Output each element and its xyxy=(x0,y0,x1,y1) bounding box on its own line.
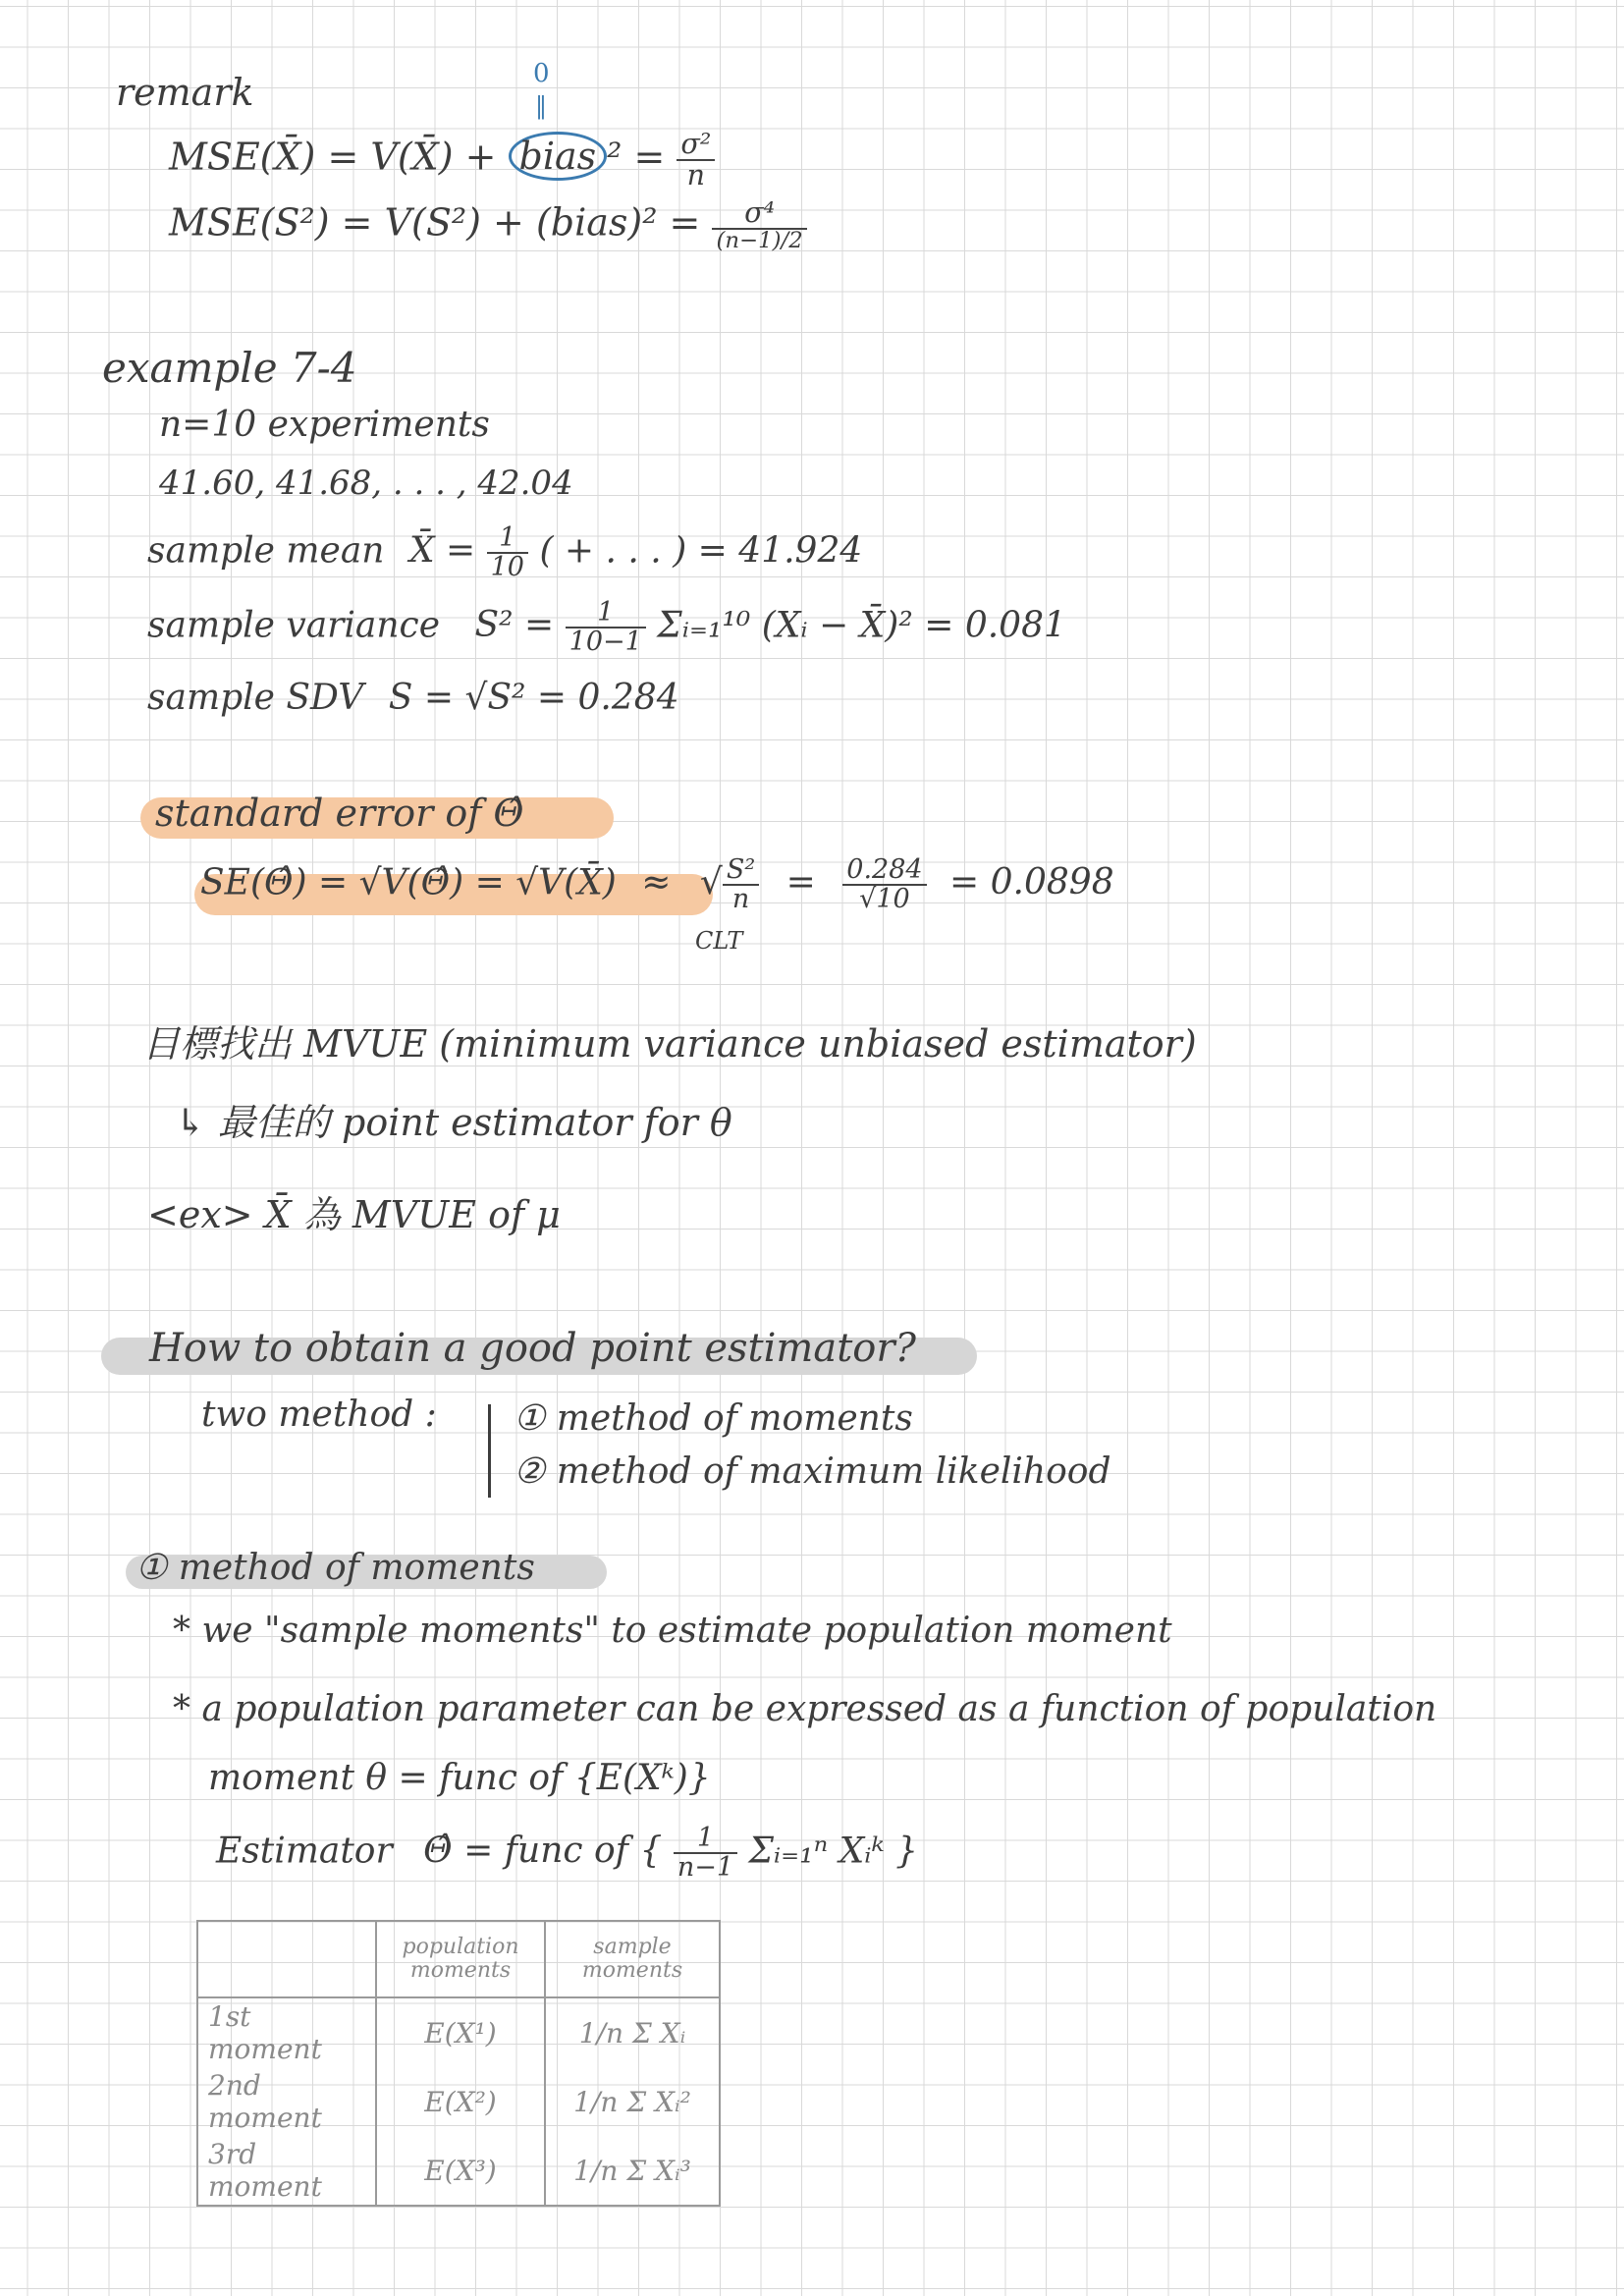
mse-mean-frac-num: σ² xyxy=(677,130,715,161)
sample-variance-frac xyxy=(566,599,646,657)
standard-error-formula-lhs: SE(Θ̂) = √V(Θ̂) = √V(X̄) xyxy=(200,862,617,903)
method-2: ② method of maximum likelihood xyxy=(514,1451,1111,1492)
moments-table-corner xyxy=(197,1921,376,1997)
table-row-pop: E(X³) xyxy=(376,2136,545,2206)
sample-variance-rhs: Σᵢ₌₁¹⁰ (Xᵢ − X̄)² = 0.081 xyxy=(657,605,1066,646)
bias-note-zero: 0 xyxy=(533,59,550,88)
sample-mean-line xyxy=(147,524,862,582)
remark-title: remark xyxy=(116,71,254,114)
mse-var-lhs: MSE(S²) = V(S²) + (bias)² = xyxy=(169,200,713,245)
table-row-label: 2nd moment xyxy=(197,2067,376,2136)
sample-variance-lhs: S² = xyxy=(474,605,566,646)
estimator-expr: Θ̂ = func of { xyxy=(423,1831,663,1872)
standard-error-formula-line xyxy=(200,856,1114,914)
standard-error-sqrt: √ $\frac{\text{S²}}{n}$ xyxy=(700,862,759,902)
method-1: ① method of moments xyxy=(514,1398,913,1439)
moments-heading: ① method of moments xyxy=(135,1548,535,1588)
sample-sdv-line xyxy=(147,678,679,718)
mse-var-frac xyxy=(712,198,806,253)
sample-mean-label: sample mean xyxy=(147,530,385,572)
table-row xyxy=(197,2136,720,2206)
standard-error-num-frac xyxy=(842,856,926,914)
sample-sdv-label: sample SDV xyxy=(147,678,364,718)
moments-table-header-pop: population moments xyxy=(376,1921,545,1997)
standard-error-sqrt-frac-den: n xyxy=(731,884,750,915)
sample-variance-line xyxy=(147,599,1066,657)
table-row xyxy=(197,1997,720,2067)
table-row xyxy=(197,2067,720,2136)
sample-variance-label: sample variance xyxy=(147,605,441,646)
standard-error-heading: standard error of Θ̂ xyxy=(155,792,524,835)
estimator-frac-den: n−1 xyxy=(677,1852,734,1884)
sample-sdv-expr: S = √S² = 0.284 xyxy=(388,678,679,718)
moments-table xyxy=(196,1920,721,2207)
standard-error-clt: CLT xyxy=(695,927,743,955)
two-method-label: two method : xyxy=(201,1394,437,1435)
mvue-line1: 目標找出 MVUE (minimum variance unbiased estimator) xyxy=(142,1022,1197,1066)
moments-table-header xyxy=(197,1921,720,1997)
mse-mean-frac-den: n xyxy=(686,158,706,191)
sample-variance-frac-den: 10−1 xyxy=(568,627,642,658)
example-n-line: n=10 experiments xyxy=(159,405,490,445)
table-row-sample: 1/n Σ Xᵢ xyxy=(545,1997,720,2067)
mse-mean-rhs: ² = xyxy=(607,135,677,179)
standard-error-sqrt-frac-num: S² xyxy=(723,856,759,886)
estimator-line xyxy=(216,1825,918,1883)
standard-error-eq: = xyxy=(785,862,816,903)
estimator-tail: Σᵢ₌₁ⁿ Xᵢᵏ } xyxy=(748,1831,918,1872)
mvue-line3: <ex> X̄ 為 MVUE of μ xyxy=(147,1193,561,1236)
standard-error-num-frac-den: √10 xyxy=(859,884,910,915)
mse-mean-frac xyxy=(677,130,715,191)
moments-bullet-2-cont: moment θ = func of {E(Xᵏ)} xyxy=(208,1758,711,1798)
sample-mean-frac xyxy=(487,524,528,582)
estimator-frac-num: 1 xyxy=(674,1825,737,1854)
moments-table-header-sample: sample moments xyxy=(545,1921,720,1997)
table-row-pop: E(X¹) xyxy=(376,1997,545,2067)
example-title: example 7-4 xyxy=(102,344,357,392)
standard-error-num-frac-num: 0.284 xyxy=(842,856,926,886)
sample-mean-frac-den: 10 xyxy=(490,552,524,583)
table-row-sample: 1/n Σ Xᵢ² xyxy=(545,2067,720,2136)
mse-mean-line xyxy=(169,130,715,191)
how-to-heading: How to obtain a good point estimator? xyxy=(149,1326,916,1371)
method-brace xyxy=(488,1404,501,1498)
table-row-pop: E(X²) xyxy=(376,2067,545,2136)
standard-error-result: = 0.0898 xyxy=(949,862,1114,903)
estimator-frac xyxy=(674,1825,737,1883)
moments-bullet-2: * a population parameter can be expressed as a function of population xyxy=(173,1689,1437,1729)
mse-var-line xyxy=(169,198,807,253)
estimator-label: Estimator xyxy=(216,1831,393,1872)
standard-error-sqrt-frac xyxy=(723,856,759,914)
example-values-line: 41.60, 41.68, . . . , 42.04 xyxy=(159,464,573,503)
mse-mean-lhs: MSE(X̄) = V(X̄) + xyxy=(169,135,509,179)
table-row-label: 1st moment xyxy=(197,1997,376,2067)
sample-mean-rhs: ( + . . . ) = 41.924 xyxy=(539,530,863,572)
mvue-line2: ↳ 最佳的 point estimator for θ xyxy=(175,1101,732,1144)
bias-circled: bias xyxy=(509,132,608,181)
table-row-label: 3rd moment xyxy=(197,2136,376,2206)
standard-error-approx: ≈ xyxy=(641,862,672,903)
moments-bullet-1: * we "sample moments" to estimate population moment xyxy=(173,1611,1172,1651)
sample-variance-frac-num: 1 xyxy=(566,599,646,629)
sample-mean-frac-num: 1 xyxy=(487,524,528,554)
sample-mean-lhs: X̄ = xyxy=(408,530,487,572)
mse-var-frac-num: σ⁴ xyxy=(712,198,806,230)
table-row-sample: 1/n Σ Xᵢ³ xyxy=(545,2136,720,2206)
bias-note-equals: ‖ xyxy=(535,92,547,120)
mse-var-frac-den: (n−1)/2 xyxy=(716,227,803,253)
